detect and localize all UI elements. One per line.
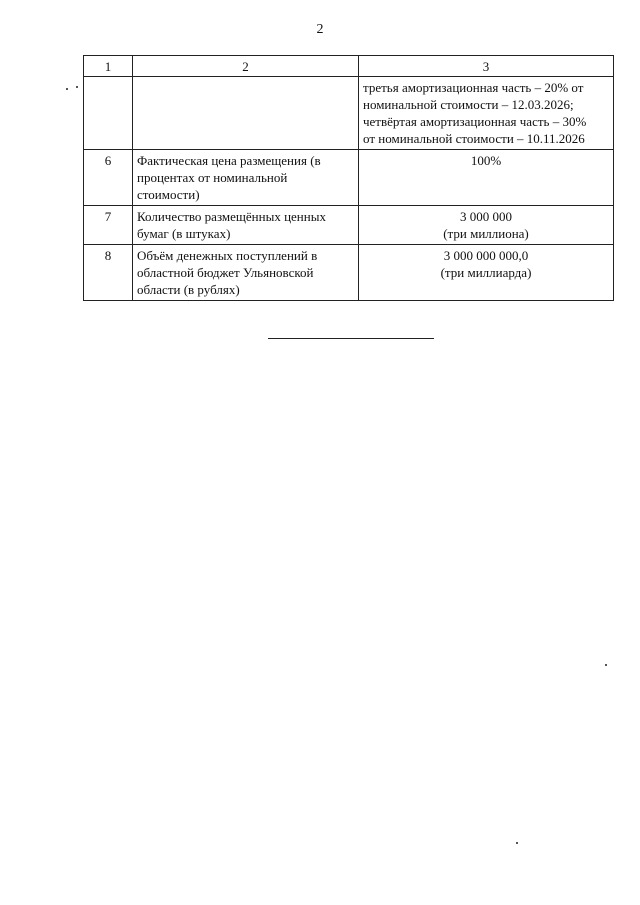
row-number	[84, 77, 133, 150]
parameter-line: бумаг (в штуках)	[137, 226, 231, 241]
securities-table	[83, 55, 614, 301]
value-line: (три миллиарда)	[440, 265, 532, 280]
scan-speck	[66, 88, 68, 90]
value-line: третья амортизационная часть – 20% от	[363, 80, 584, 95]
row-parameter	[133, 77, 359, 150]
parameter-line: процентах от номинальной	[137, 170, 288, 185]
row-parameter	[133, 150, 359, 206]
table-row	[84, 245, 614, 301]
value-line: номинальной стоимости – 12.03.2026;	[363, 97, 574, 112]
row-number: 8	[84, 245, 133, 301]
scan-speck	[605, 664, 607, 666]
parameter-line: областной бюджет Ульяновской	[137, 265, 314, 280]
parameter-line: Фактическая цена размещения (в	[137, 153, 321, 168]
row-number: 6	[84, 150, 133, 206]
row-parameter	[133, 206, 359, 245]
scan-speck	[516, 842, 518, 844]
row-value	[359, 150, 614, 206]
header-cell-3: 3	[359, 56, 614, 77]
page-number: 2	[316, 22, 324, 37]
parameter-line: области (в рублях)	[137, 282, 240, 297]
row-parameter	[133, 245, 359, 301]
table-header-row	[84, 56, 614, 77]
parameter-line: Объём денежных поступлений в	[137, 248, 318, 263]
header-cell-2: 2	[133, 56, 359, 77]
parameter-line: Количество размещённых ценных	[137, 209, 326, 224]
table-row	[84, 150, 614, 206]
table-row	[84, 77, 614, 150]
value-line: четвёртая амортизационная часть – 30%	[363, 114, 587, 129]
row-value	[359, 206, 614, 245]
value-line: (три миллиона)	[443, 226, 529, 241]
row-value	[359, 245, 614, 301]
value-line: 3 000 000	[460, 209, 512, 224]
value-line: от номинальной стоимости – 10.11.2026	[363, 131, 585, 146]
parameter-line: стоимости)	[137, 187, 200, 202]
scan-speck	[76, 86, 78, 88]
value-line: 100%	[470, 153, 502, 168]
value-line: 3 000 000 000,0	[443, 248, 529, 263]
row-number: 7	[84, 206, 133, 245]
header-cell-1: 1	[84, 56, 133, 77]
table-row	[84, 206, 614, 245]
end-separator-line	[268, 338, 434, 339]
row-value	[359, 77, 614, 150]
